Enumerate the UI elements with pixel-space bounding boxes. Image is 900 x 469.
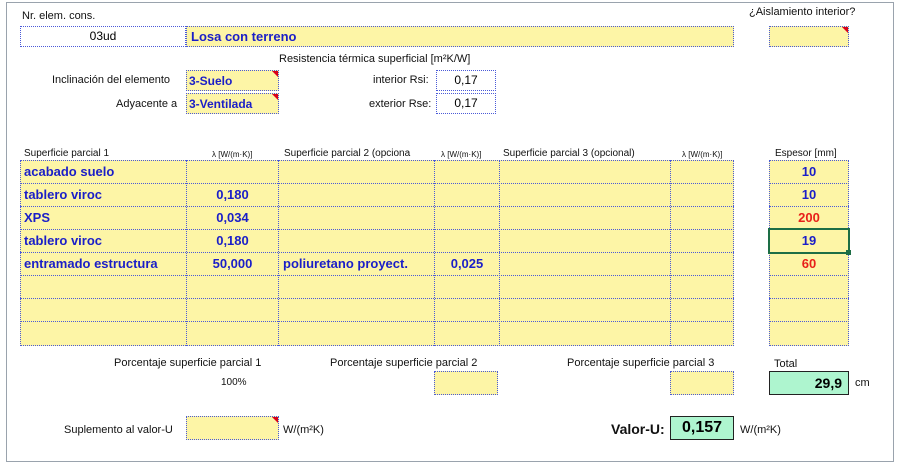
interior-rsi-label: interior Rsi:	[373, 74, 429, 86]
row-divider	[769, 321, 849, 322]
layers-table	[20, 160, 734, 346]
col-header-sp3: Superficie parcial 3 (opcional)	[503, 148, 635, 159]
aislamiento-label: ¿Aislamiento interior?	[749, 6, 856, 18]
row-divider	[20, 252, 734, 253]
row-divider	[20, 229, 734, 230]
col-header-sp2: Superficie parcial 2 (opciona	[284, 148, 411, 159]
row2-sp1[interactable]: tablero viroc	[24, 187, 103, 202]
adyacente-select[interactable]	[186, 93, 279, 114]
adyacente-value: 3-Ventilada	[189, 97, 253, 111]
aislamiento-field[interactable]	[769, 26, 849, 47]
row3-lambda1[interactable]: 0,034	[216, 210, 249, 225]
col-divider	[670, 160, 671, 346]
row5-lambda1[interactable]: 50,000	[212, 256, 253, 271]
col-header-sp1: Superficie parcial 1	[24, 148, 110, 159]
suplemento-label: Suplemento al valor-U	[64, 424, 173, 436]
total-label: Total	[774, 358, 798, 370]
col-divider	[278, 160, 279, 346]
row-divider	[20, 183, 734, 184]
total-unit: cm	[855, 377, 870, 389]
col-header-lambda1: λ [W/(m·K)]	[212, 150, 253, 159]
adyacente-label: Adyacente a	[116, 98, 178, 110]
porcentaje1-value: 100%	[221, 377, 247, 388]
valor-u-value: 0,157	[681, 419, 723, 436]
row5-lambda2[interactable]: 0,025	[450, 256, 484, 271]
element-name-text: Losa con terreno	[191, 29, 297, 44]
comment-marker-icon	[272, 417, 278, 423]
row-divider	[769, 206, 849, 207]
row4-sp1[interactable]: tablero viroc	[24, 233, 103, 248]
row3-espesor[interactable]: 200	[798, 210, 820, 225]
exterior-rse-field[interactable]: 0,17	[436, 93, 496, 114]
fill-handle[interactable]	[846, 250, 851, 255]
inclinacion-label: Inclinación del elemento	[52, 74, 171, 86]
nr-elem-field[interactable]: 03ud	[20, 26, 186, 47]
comment-marker-icon	[272, 94, 278, 100]
suplemento-field[interactable]	[186, 416, 279, 440]
row-divider	[769, 275, 849, 276]
porcentaje3-field[interactable]	[670, 371, 734, 395]
valor-u-label: Valor-U:	[611, 421, 665, 437]
row5-sp2[interactable]: poliuretano proyect.	[283, 256, 408, 271]
row-divider	[20, 206, 734, 207]
element-name-field[interactable]	[186, 26, 734, 47]
row5-espesor[interactable]: 60	[801, 256, 817, 271]
row-divider	[20, 298, 734, 299]
col-divider	[186, 160, 187, 346]
row-divider	[20, 321, 734, 322]
row2-espesor[interactable]: 10	[801, 187, 817, 202]
row-divider	[769, 298, 849, 299]
col-divider	[434, 160, 435, 346]
total-value: 29,9	[814, 375, 842, 391]
row2-lambda1[interactable]: 0,180	[216, 187, 249, 202]
inclinacion-value: 3-Suelo	[189, 74, 233, 88]
nr-elem-label: Nr. elem. cons.	[22, 10, 96, 22]
row4-espesor[interactable]: 19	[801, 233, 817, 248]
row3-sp1[interactable]: XPS	[24, 210, 51, 225]
exterior-rse-label: exterior Rse:	[369, 98, 432, 110]
col-header-lambda2: λ [W/(m·K)]	[441, 150, 482, 159]
porcentaje2-field[interactable]	[434, 371, 498, 395]
row5-sp1[interactable]: entramado estructura	[24, 256, 158, 271]
comment-marker-icon	[842, 27, 848, 33]
inclinacion-select[interactable]	[186, 70, 279, 91]
col-divider	[499, 160, 500, 346]
row4-lambda1[interactable]: 0,180	[216, 233, 249, 248]
total-field	[769, 371, 849, 395]
suplemento-unit: W/(m²K)	[283, 424, 324, 436]
comment-marker-icon	[272, 71, 278, 77]
porcentaje3-label: Porcentaje superficie parcial 3	[567, 357, 715, 369]
porcentaje2-label: Porcentaje superficie parcial 2	[330, 357, 478, 369]
valor-u-field	[670, 416, 734, 440]
porcentaje1-label: Porcentaje superficie parcial 1	[114, 357, 262, 369]
row-divider	[769, 183, 849, 184]
interior-rsi-field[interactable]: 0,17	[436, 70, 496, 91]
col-header-espesor: Espesor [mm]	[775, 148, 837, 159]
row1-sp1[interactable]: acabado suelo	[24, 164, 115, 179]
row-divider	[20, 275, 734, 276]
col-header-lambda3: λ [W/(m·K)]	[682, 150, 723, 159]
valor-u-unit: W/(m²K)	[740, 424, 781, 436]
row1-espesor[interactable]: 10	[801, 164, 817, 179]
resistencia-title: Resistencia térmica superficial [m²K/W]	[279, 53, 471, 65]
